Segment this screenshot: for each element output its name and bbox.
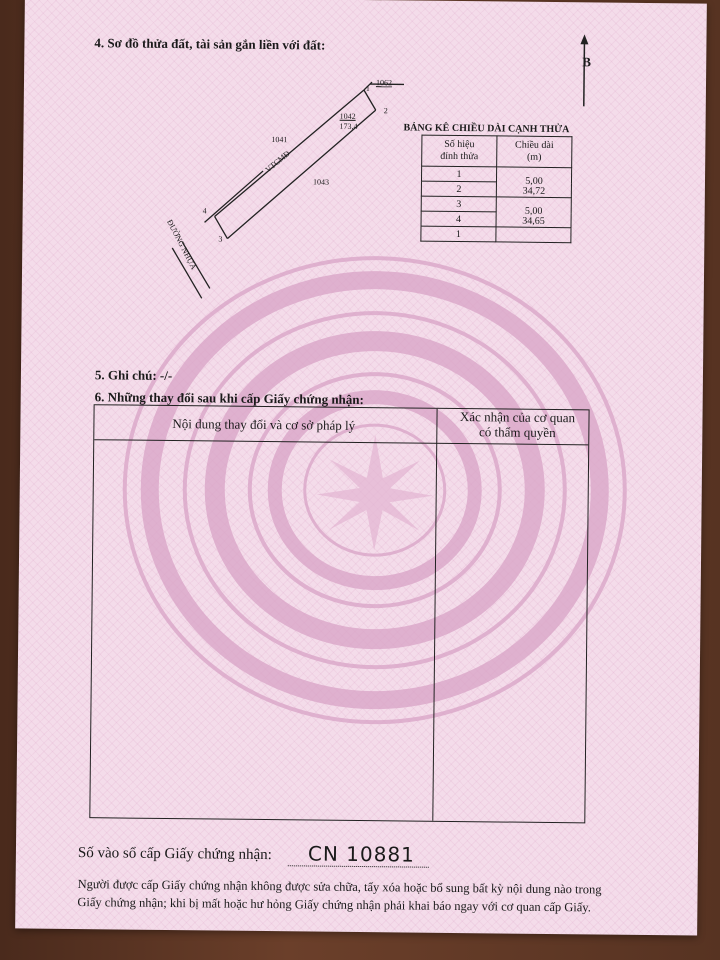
col-vertex-header-1: Số hiệu (444, 138, 475, 151)
length-cell: 5,00 (524, 205, 543, 217)
header-divider (94, 439, 588, 445)
notice-line-1: Người được cấp Giấy chứng nhận không được sửa chữa, tẩy xóa hoặc bổ sung bất kỳ nội dung nào trong (77, 877, 602, 897)
section-5-notes: 5. Ghi chú: -/- (94, 367, 173, 384)
vertex-cell: 1 (421, 226, 496, 242)
register-number-label: Số vào sổ cấp Giấy chứng nhận: (77, 845, 272, 864)
parcel-1043: 1043 (312, 177, 330, 187)
column-divider (432, 409, 437, 821)
length-cell: 5,00 (525, 175, 543, 187)
vertex-cell: 4 (421, 211, 496, 227)
edge-length-table (420, 135, 572, 244)
parcel-main-number: 1042 (339, 111, 356, 121)
changes-content-header: Nội dung thay đổi và cơ sở pháp lý (172, 416, 356, 433)
col-length-header-1: Chiều dài (514, 139, 554, 151)
authority-header-line-1: Xác nhận của cơ quan (459, 409, 576, 426)
length-cell: 34,72 (522, 185, 546, 197)
col-vertex-header-2: đỉnh thửa (440, 150, 479, 163)
vertex-1-label: 1 (365, 84, 370, 94)
vertex-3-label: 3 (218, 234, 223, 244)
length-table-title: BẢNG KÊ CHIỀU DÀI CẠNH THỬA (403, 122, 570, 136)
notice-line-2: Giấy chứng nhận; khi bị mất hoặc hư hỏng Giấy chứng nhận phải khai báo ngay với cơ quan cấp Giấy. (77, 895, 591, 915)
authority-header-line-2: có thẩm quyền (479, 424, 556, 441)
changes-table (89, 404, 589, 823)
north-label: B (582, 54, 591, 70)
vertex-2-label: 2 (383, 106, 388, 116)
section-6-title: 6. Những thay đổi sau khi cấp Giấy chứng nhận: (94, 389, 364, 408)
section-4-title: 4. Sơ đồ thửa đất, tài sản gắn liền với đất: (94, 35, 326, 53)
parcel-area: 173,4 (339, 121, 358, 131)
land-use-label: VTCMĐ (263, 148, 292, 175)
parcel-1041: 1041 (271, 135, 288, 145)
authority-confirmation-header (444, 409, 590, 441)
north-arrow-icon (576, 34, 601, 108)
vertex-cell: 2 (421, 181, 496, 197)
length-cell: 34,65 (522, 215, 545, 227)
vertex-cell: 3 (421, 196, 496, 212)
register-number-value: CN 10881 (288, 841, 429, 867)
vertex-4-label: 4 (202, 206, 207, 216)
parcel-1062: 1062 (375, 78, 393, 88)
certificate-page (15, 0, 707, 936)
plot-sketch (142, 70, 404, 303)
vertex-cell: 1 (421, 166, 496, 182)
col-length-header-2: (m) (526, 151, 542, 163)
road-label: ĐƯỜNG NHỰA (165, 218, 199, 272)
